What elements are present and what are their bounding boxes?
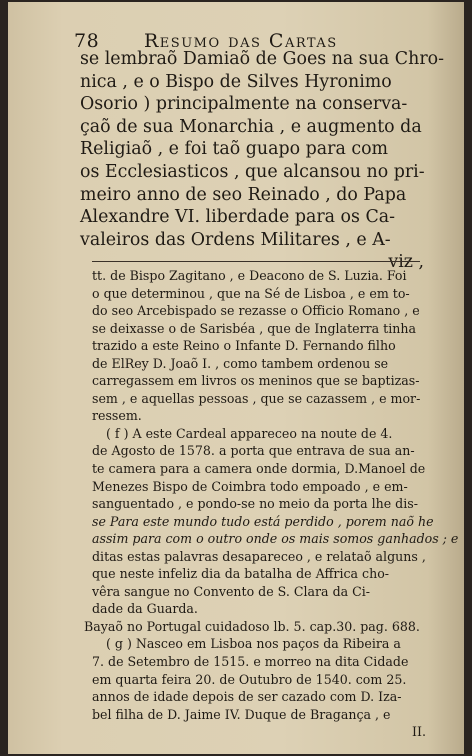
- main-text-line: Osorio ) principalmente na conserva-: [80, 94, 408, 115]
- footnote-line: ressem.: [92, 408, 142, 424]
- footnote-line: sem , e aquellas pessoas , que se cazassem , e mor-: [92, 390, 421, 406]
- footnote-line: se deixasse o de Sarisbéa , que de Inglaterra tinha: [92, 320, 416, 336]
- footnote-line: do seo Arcebispado se rezasse o Officio Romano , e: [92, 303, 420, 319]
- main-text-line: viz ,: [388, 252, 424, 273]
- footnote-line: Menezes Bispo de Coimbra todo empoado , e em-: [92, 478, 408, 494]
- footnote-line: assim para com o outro onde os mais somos ganhados ; e: [92, 531, 459, 547]
- footnote-line: ditas estas palavras desapareceo , e relataõ alguns ,: [92, 548, 426, 564]
- footnote-line: trazido a este Reino o Infante D. Fernando filho: [92, 338, 396, 354]
- page-number: 78: [74, 30, 100, 52]
- footnote-line: se Para este mundo tudo está perdido , porem naõ he: [92, 513, 434, 529]
- footnote-line: de ElRey D. Joaõ I. , como tambem ordenou se: [92, 355, 389, 371]
- footnote-line: carregassem em livros os meninos que se baptizas-: [92, 373, 420, 389]
- footnote-line: II.: [412, 724, 426, 740]
- footnote-line: de Agosto de 1578. a porta que entrava de sua an-: [92, 443, 415, 459]
- footnote-line: dade da Guarda.: [92, 601, 198, 617]
- main-text-line: Religiaõ , e foi taõ guapo para com: [80, 139, 389, 160]
- main-text-line: meiro anno de seo Reinado , do Papa: [80, 184, 407, 205]
- footnote-line: bel filha de D. Jaime IV. Duque de Bragança , e: [92, 706, 391, 722]
- running-head: Resumo das Cartas: [144, 30, 338, 52]
- footnote-line: 7. de Setembro de 1515. e morreo na dita Cidade: [92, 654, 409, 670]
- main-text-block: [80, 48, 444, 274]
- footnote-line: te camera para a camera onde dormia, D.Manoel de: [92, 461, 426, 477]
- footnote-line: sanguentado , e pondo-se no meio da porta lhe dis-: [92, 496, 418, 512]
- main-text-line: os Ecclesiasticos , que alcansou no pri-: [80, 161, 425, 182]
- footnote-rule: [92, 261, 420, 262]
- footnote-line: vêra sangue no Convento de S. Clara da Ci-: [92, 583, 371, 599]
- footnote-line: annos de idade depois de ser cazado com D. Iza-: [92, 689, 402, 705]
- footnote-line: Bayaõ no Portugal cuidadoso lb. 5. cap.30. pag. 688.: [84, 618, 420, 634]
- footnote-line: ( f ) A este Cardeal appareceo na noute de 4.: [106, 425, 393, 441]
- footnote-line: que neste infeliz dia da batalha de Affrica cho-: [92, 566, 390, 582]
- footnote-line: em quarta feira 20. de Outubro de 1540. com 25.: [92, 671, 407, 687]
- main-text-line: valeiros das Ordens Militares , e A-: [80, 229, 391, 250]
- main-text-line: çaõ de sua Monarchia , e augmento da: [80, 116, 422, 137]
- footnote-line: tt. de Bispo Zagitano , e Deacono de S. Luzia. Foi: [92, 268, 407, 283]
- book-page: [8, 2, 464, 754]
- footnote-line: ( g ) Nasceo em Lisboa nos paços da Ribeira a: [106, 636, 401, 652]
- main-text-line: Alexandre VI. liberdade para os Ca-: [80, 207, 396, 228]
- footnote-line: o que determinou , que na Sé de Lisboa , e em to-: [92, 285, 410, 301]
- main-text-line: nica , e o Bispo de Silves Hyronimo: [80, 71, 392, 92]
- footnotes-block: [84, 267, 459, 741]
- main-text-line: se lembraõ Damiaõ de Goes na sua Chro-: [80, 49, 444, 69]
